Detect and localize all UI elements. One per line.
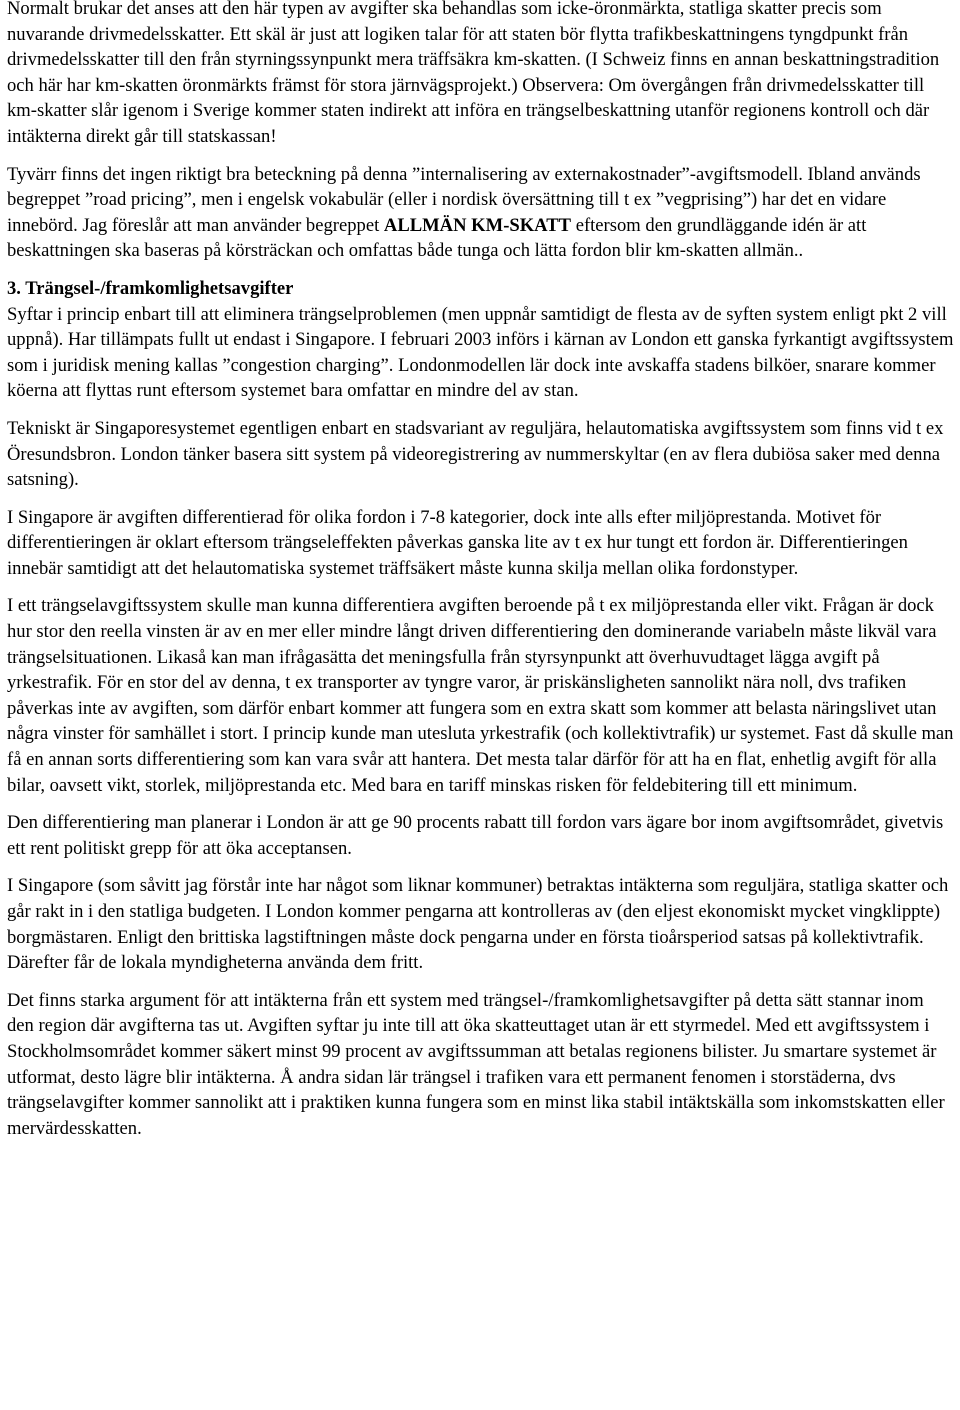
- paragraph-text: Tyvärr finns det ingen riktigt bra beteckning på denna ”internalisering av externakostnader”-avgiftsmodell. Ibland används begreppet ”road pricing”, men i engelsk vokabulär (eller i nordisk översättning till t ex ”vegprising”) har det en vidare innebörd. Jag föreslår att man använder begreppet: [7, 163, 921, 236]
- section-heading-3: 3. Trängsel-/framkomlighetsavgifter: [7, 277, 294, 299]
- term-allman-km-skatt: ALLMÄN KM-SKATT: [383, 214, 572, 236]
- paragraph-syftar: Syftar i princip enbart till att eliminera trängselproblemen (men uppnår samtidigt de flesta av de syften system enligt pkt 2 vill uppnå). Har tillämpats fullt ut endast i Singapore. I februari 2003 införs i kärnan av London ett ganska fyrkantigt avgiftssystem som i juridisk mening kallas ”congestion charging”. Londonmodellen lär dock inte avskaffa stadens bilköer, snarare kommer köerna att flyttas runt eftersom systemet bara omfattar en mindre del av stan.: [7, 303, 954, 402]
- paragraph-singapore-differentiering: I Singapore är avgiften differentierad för olika fordon i 7-8 kategorier, dock inte alls efter miljöprestanda. Motivet för differentieringen är oklart eftersom trängseleffekten påverkas ganska lite av t ex hur tungt ett fordon är. Differentieringen innebär samtidigt att det helautomatiska systemet träffsäkert måste kunna skilja mellan olika fordonstyper.: [7, 506, 908, 579]
- paragraph-london-rabatt: Den differentiering man planerar i London är att ge 90 procents rabatt till fordon vars ägare bor inom avgiftsområdet, givetvis ett rent politiskt grepp för att öka acceptansen.: [7, 812, 944, 859]
- paragraph-intakter-singapore-london: I Singapore (som såvitt jag förstår inte har något som liknar kommuner) betraktas intäkterna som reguljära, statliga skatter och går rakt in i den statliga budgeten. I London kommer pengarna att kontrolleras av (den eljest ekonomiskt mycket vingklippte) borgmästaren. Enligt den brittiska lagstiftningen måste dock pengarna under en första tioårsperiod satsas på kollektivtrafik. Därefter får de lokala myndigheterna använda dem fritt.: [7, 875, 949, 974]
- paragraph-kmskatt-intro: [7, 0, 954, 150]
- paragraph-allman-kmskatt: [7, 162, 954, 264]
- paragraph-argument-region: Det finns starka argument för att intäkterna från ett system med trängsel-/framkomlighetsavgifter på detta sätt stannar inom den region där avgifterna tas ut. Avgiften syftar ju inte till att öka skatteuttaget utan är ett styrmedel. Med ett avgiftssystem i Stockholmsområdet kommer säkert minst 99 procent av avgiftssumman att betalas regionens bilister. Ju smartare systemet är utformat, desto lägre blir intäkterna. Å andra sidan lär trängsel i trafiken vara ett permanent fenomen i storstäderna, dvs trängselavgifter kommer sannolikt att i praktiken kunna fungera som en minst lika stabil intäktskälla som inkomstskatten eller mervärdesskatten.: [7, 989, 945, 1139]
- paragraph-trangselavgiftssystem: I ett trängselavgiftssystem skulle man kunna differentiera avgiften beroende på t ex miljöprestanda eller vikt. Frågan är dock hur stor den reella vinsten är av en mer eller mindre långt driven differentiering den dominerande variabeln måste likväl vara trängselsituationen. Likaså kan man ifrågasätta det meningsfulla från styrsynpunkt att överhuvudtaget lägga avgift på yrkestrafik. För en stor del av denna, t ex transporter av tyngre varor, är priskänsligheten sannolikt nära noll, dvs trafiken påverkas inte av avgiften, som därför enbart kommer att fungera som en extra skatt som kommer att belasta näringslivet utan några vinster för samhället i stort. I princip kunde man utesluta yrkestrafik (och kollektivtrafik) ur systemet. Fast då skulle man få en annan sorts differentiering som kan vara svår att hantera. Det mesta talar därför för att ha en flat, enhetlig avgift för alla bilar, oavsett vikt, storlek, miljöprestanda etc. Med bara en tariff minskas risken för feldebitering till ett minimum.: [7, 595, 954, 796]
- paragraph-text: Normalt brukar det anses att den här typen av avgifter ska behandlas som icke-öronmärkta, statliga skatter precis som nuvarande drivmedelsskatter. Ett skäl är just att logiken talar för att staten bör flytta trafikbeskattningens tyngdpunkt från drivmedelsskatter till den från styrningssynpunkt mera träffsäkra km-skatten. (I Schweiz finns en annan beskattningstradition och här har km-skatten öronmärkts främst för stora järnvägsprojekt.) Observera: Om övergången från drivmedelsskatter till km-skatter slår igenom i Sverige kommer staten indirekt att införa en trängselbeskattning utanför regionens kontroll och där intäkterna direkt går till statskassan!: [7, 0, 940, 147]
- paragraph-text: eftersom den grundläggande idén är att beskattningen ska baseras på körsträckan och omfattas både tunga och lätta fordon blir km-skatten allmän..: [7, 214, 867, 262]
- paragraph-tekniskt: Tekniskt är Singaporesystemet egentligen enbart en stadsvariant av reguljära, helautomatiska avgiftssystem som finns vid t ex Öresundsbron. London tänker basera sitt system på videoregistrering av nummerskyltar (en av flera dubiösa saker med denna satsning).: [7, 417, 944, 491]
